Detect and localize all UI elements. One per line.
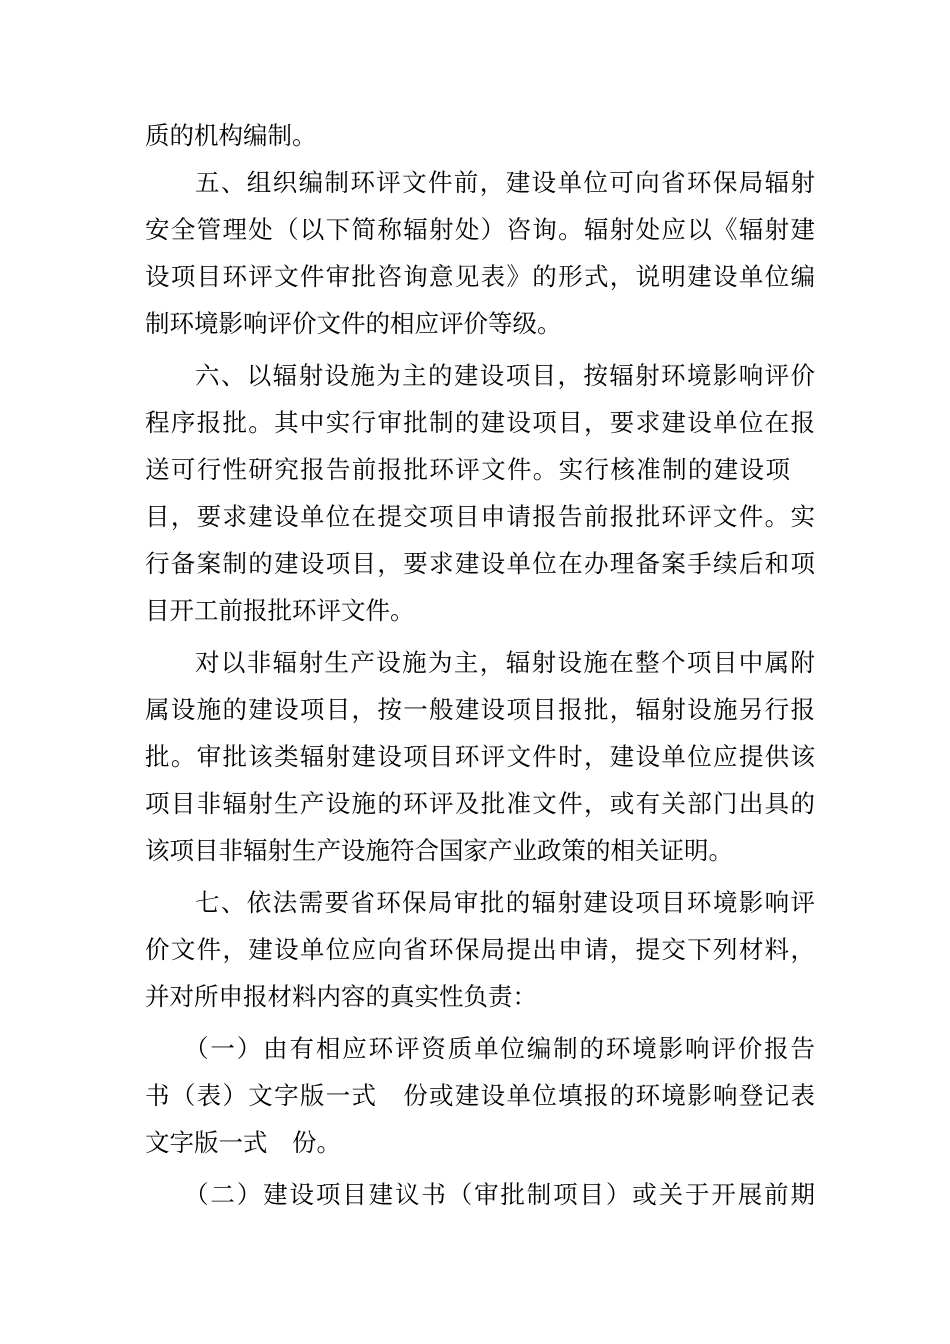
paragraph-line: 属设施的建设项目，按一般建设项目报批，辐射设施另行报 (145, 695, 815, 724)
paragraph-line: 安全管理处（以下简称辐射处）咨询。辐射处应以《辐射建 (145, 215, 815, 244)
paragraph-line: 该项目非辐射生产设施符合国家产业政策的相关证明。 (145, 836, 733, 865)
paragraph-line: 书（表）文字版一式 份或建设单位填报的环境影响登记表 (145, 1081, 815, 1110)
paragraph-line: 批。审批该类辐射建设项目环评文件时，建设单位应提供该 (145, 742, 815, 771)
paragraph-line: （一）由有相应环评资质单位编制的环境影响评价报告 (184, 1034, 815, 1063)
paragraph-line: 文字版一式 份。 (145, 1128, 341, 1157)
paragraph-line: 送可行性研究报告前报批环评文件。实行核准制的建设项 (145, 455, 790, 484)
paragraph-line: （二）建设项目建议书（审批制项目）或关于开展前期 (184, 1180, 815, 1209)
paragraph-line: 目开工前报批环评文件。 (145, 596, 415, 625)
paragraph-line: 制环境影响评价文件的相应评价等级。 (145, 309, 562, 338)
paragraph-line: 行备案制的建设项目，要求建设单位在办理备案手续后和项 (145, 549, 815, 578)
paragraph-line: 价文件，建设单位应向省环保局提出申请，提交下列材料， (145, 935, 815, 964)
paragraph-line: 五、组织编制环评文件前，建设单位可向省环保局辐射 (195, 168, 815, 197)
paragraph-line: 目，要求建设单位在提交项目申请报告前报批环评文件。实 (145, 502, 815, 531)
paragraph-line: 六、以辐射设施为主的建设项目，按辐射环境影响评价 (195, 361, 815, 390)
paragraph-line: 项目非辐射生产设施的环评及批准文件，或有关部门出具的 (145, 789, 815, 818)
paragraph-line: 七、依法需要省环保局审批的辐射建设项目环境影响评 (195, 888, 815, 917)
paragraph-line: 设项目环评文件审批咨询意见表》的形式，说明建设单位编 (145, 262, 815, 291)
paragraph-line: 质的机构编制。 (145, 121, 317, 150)
paragraph-line: 程序报批。其中实行审批制的建设项目，要求建设单位在报 (145, 408, 815, 437)
paragraph-line: 对以非辐射生产设施为主，辐射设施在整个项目中属附 (195, 648, 815, 677)
paragraph-line: 并对所申报材料内容的真实性负责： (145, 982, 537, 1011)
